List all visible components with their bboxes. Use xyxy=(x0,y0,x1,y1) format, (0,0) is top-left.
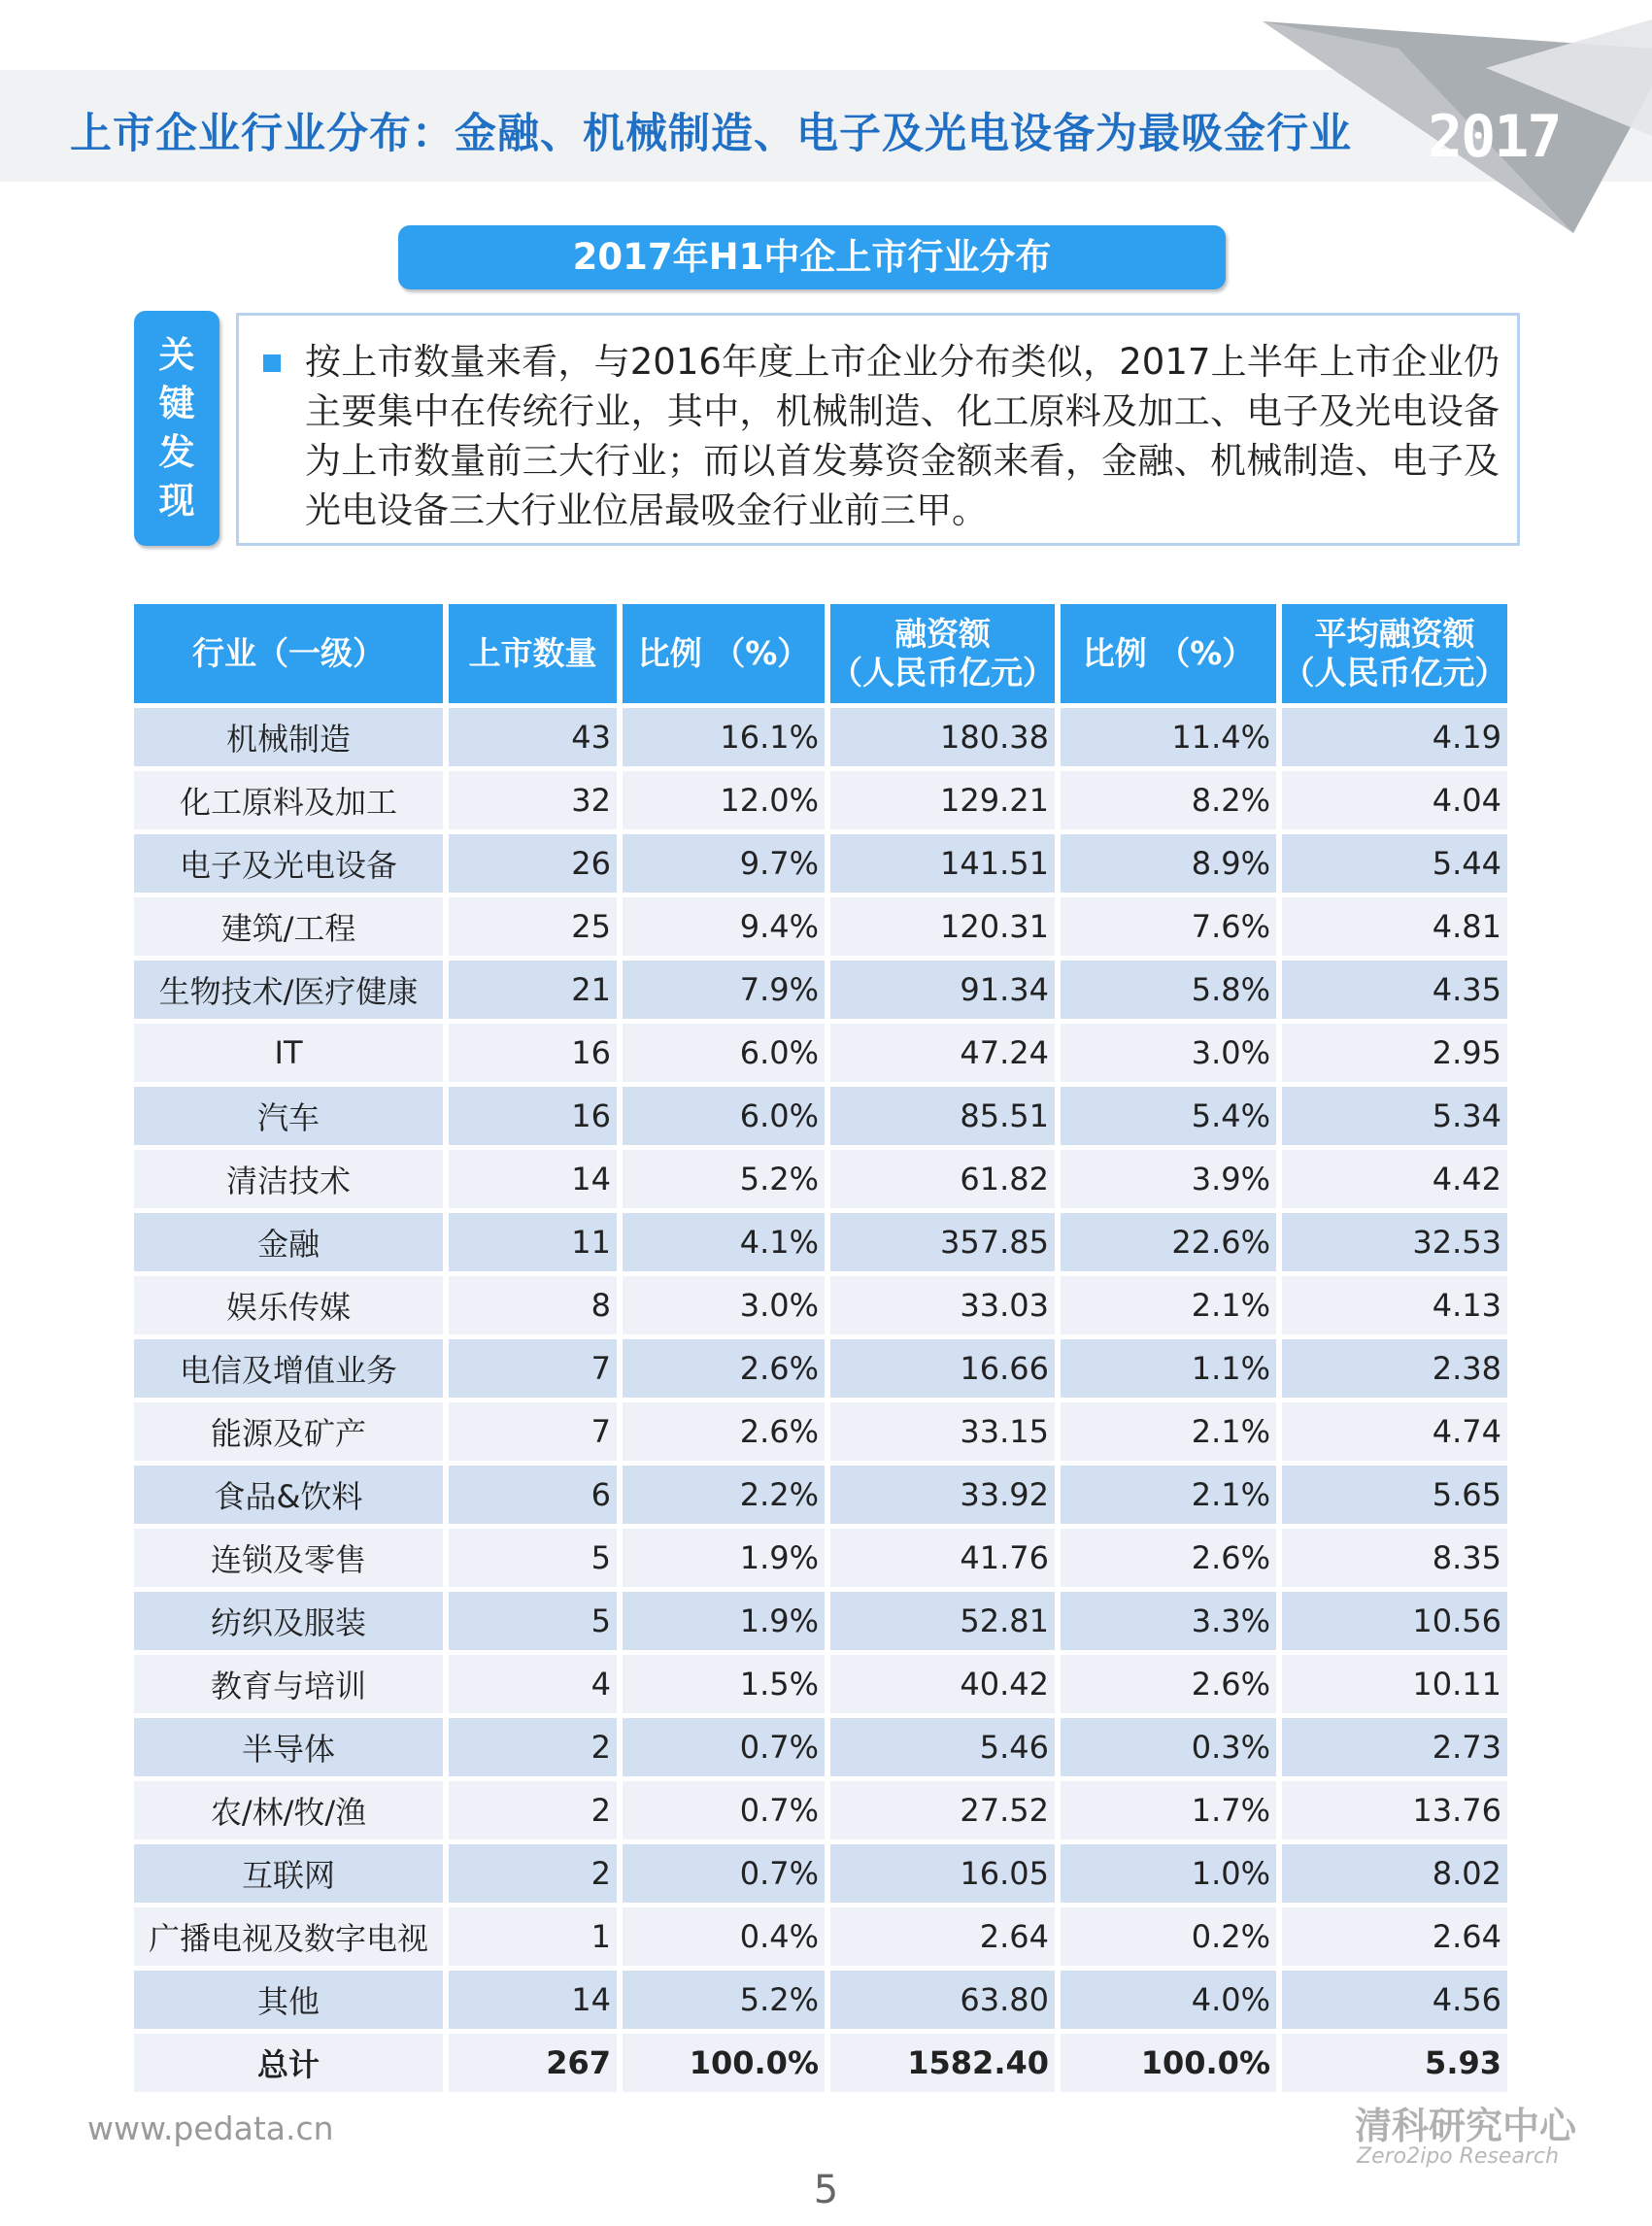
table-cell: 129.21 xyxy=(830,771,1055,829)
footer-url: www.pedata.cn xyxy=(87,2109,334,2147)
table-total-row xyxy=(134,2034,1507,2092)
table-cell: 5 xyxy=(449,1592,617,1650)
table-cell: 教育与培训 xyxy=(134,1655,443,1713)
table-cell: IT xyxy=(134,1024,443,1082)
table-cell: 2.6% xyxy=(623,1402,825,1461)
page-title: 上市企业行业分布：金融、机械制造、电子及光电设备为最吸金行业 xyxy=(70,110,1352,158)
table-cell: 8.35 xyxy=(1282,1529,1507,1587)
col-header-avg-amount: 平均融资额 （人民币亿元） xyxy=(1282,604,1507,703)
table-cell: 33.03 xyxy=(830,1276,1055,1334)
table-cell: 11 xyxy=(449,1213,617,1271)
table-cell: 5.46 xyxy=(830,1718,1055,1776)
table-row xyxy=(134,1402,1507,1461)
table-cell: 2 xyxy=(449,1781,617,1839)
total-cell: 100.0% xyxy=(1061,2034,1276,2092)
table-row xyxy=(134,708,1507,766)
table-cell: 180.38 xyxy=(830,708,1055,766)
table-cell: 0.7% xyxy=(623,1718,825,1776)
total-cell: 100.0% xyxy=(623,2034,825,2092)
page-number: 5 xyxy=(813,2168,839,2212)
table-row xyxy=(134,1907,1507,1966)
table-cell: 85.51 xyxy=(830,1087,1055,1145)
table-cell: 0.3% xyxy=(1061,1718,1276,1776)
table-cell: 10.56 xyxy=(1282,1592,1507,1650)
table-cell: 16 xyxy=(449,1087,617,1145)
table-row xyxy=(134,1529,1507,1587)
key-findings-char: 键 xyxy=(158,383,195,424)
col-header-count: 上市数量 xyxy=(449,604,617,703)
table-row xyxy=(134,1592,1507,1650)
table-cell: 化工原料及加工 xyxy=(134,771,443,829)
table-cell: 4.13 xyxy=(1282,1276,1507,1334)
table-row xyxy=(134,1087,1507,1145)
table-cell: 电子及光电设备 xyxy=(134,834,443,893)
table-cell: 其他 xyxy=(134,1971,443,2029)
table-cell: 52.81 xyxy=(830,1592,1055,1650)
table-cell: 47.24 xyxy=(830,1024,1055,1082)
table-cell: 2.1% xyxy=(1061,1466,1276,1524)
table-cell: 2.2% xyxy=(623,1466,825,1524)
table-row xyxy=(134,897,1507,956)
year-label: 2017 xyxy=(1428,103,1561,171)
table-cell: 22.6% xyxy=(1061,1213,1276,1271)
table-cell: 0.2% xyxy=(1061,1907,1276,1966)
table-cell: 食品&饮料 xyxy=(134,1466,443,1524)
industry-distribution-table xyxy=(128,599,1513,2097)
table-cell: 0.7% xyxy=(623,1844,825,1903)
table-cell: 7.9% xyxy=(623,961,825,1019)
table-cell: 1.1% xyxy=(1061,1339,1276,1398)
col-header-amount: 融资额 （人民币亿元） xyxy=(830,604,1055,703)
table-cell: 13.76 xyxy=(1282,1781,1507,1839)
table-cell: 3.9% xyxy=(1061,1150,1276,1208)
table-cell: 4.56 xyxy=(1282,1971,1507,2029)
table-row xyxy=(134,771,1507,829)
table-cell: 4.0% xyxy=(1061,1971,1276,2029)
table-cell: 生物技术/医疗健康 xyxy=(134,961,443,1019)
logo-en-text: Zero2ipo Research xyxy=(1357,2144,1560,2169)
key-findings-text: 按上市数量来看，与2016年度上市企业分布类似，2017上半年上市企业仍主要集中在传统行业，其中，机械制造、化工原料及加工、电子及光电设备为上市数量前三大行业；而以首发募资金额来看，金融、机械制造、电子及光电设备三大行业位居最吸金行业前三甲。 xyxy=(305,341,1500,531)
table-cell: 16 xyxy=(449,1024,617,1082)
table-cell: 半导体 xyxy=(134,1718,443,1776)
table-cell: 8.02 xyxy=(1282,1844,1507,1903)
table-cell: 4.1% xyxy=(623,1213,825,1271)
table-cell: 5.44 xyxy=(1282,834,1507,893)
table-row xyxy=(134,1844,1507,1903)
total-cell: 1582.40 xyxy=(830,2034,1055,2092)
table-cell: 16.66 xyxy=(830,1339,1055,1398)
table-cell: 43 xyxy=(449,708,617,766)
logo-cn-text: 清科研究中心 xyxy=(1355,2105,1577,2147)
table-cell: 能源及矿产 xyxy=(134,1402,443,1461)
table-cell: 63.80 xyxy=(830,1971,1055,2029)
key-findings-char: 发 xyxy=(158,431,195,473)
table-cell: 2.1% xyxy=(1061,1276,1276,1334)
table-cell: 0.7% xyxy=(623,1781,825,1839)
table-row xyxy=(134,1655,1507,1713)
table-cell: 14 xyxy=(449,1150,617,1208)
table-cell: 2.64 xyxy=(830,1907,1055,1966)
table-cell: 互联网 xyxy=(134,1844,443,1903)
table-cell: 建筑/工程 xyxy=(134,897,443,956)
table-cell: 广播电视及数字电视 xyxy=(134,1907,443,1966)
table-cell: 4.42 xyxy=(1282,1150,1507,1208)
table-cell: 2.64 xyxy=(1282,1907,1507,1966)
table-cell: 6 xyxy=(449,1466,617,1524)
total-cell: 5.93 xyxy=(1282,2034,1507,2092)
zero2ipo-logo xyxy=(1355,2096,1578,2174)
col-header-industry: 行业（一级） xyxy=(134,604,443,703)
table-cell: 8.2% xyxy=(1061,771,1276,829)
table-cell: 4.74 xyxy=(1282,1402,1507,1461)
table-cell: 2 xyxy=(449,1718,617,1776)
table-cell: 7 xyxy=(449,1402,617,1461)
table-cell: 5.2% xyxy=(623,1971,825,2029)
table-cell: 0.4% xyxy=(623,1907,825,1966)
table-cell: 141.51 xyxy=(830,834,1055,893)
table-row xyxy=(134,1971,1507,2029)
table-cell: 1.0% xyxy=(1061,1844,1276,1903)
col-header-count-ratio: 比例 （%） xyxy=(623,604,825,703)
table-cell: 3.0% xyxy=(623,1276,825,1334)
table-cell: 25 xyxy=(449,897,617,956)
table-cell: 汽车 xyxy=(134,1087,443,1145)
table-row xyxy=(134,1213,1507,1271)
section-title: 2017年H1中企上市行业分布 xyxy=(398,225,1226,289)
table-cell: 16.05 xyxy=(830,1844,1055,1903)
table-cell: 2.73 xyxy=(1282,1718,1507,1776)
table-row xyxy=(134,1276,1507,1334)
total-cell: 总计 xyxy=(134,2034,443,2092)
table-cell: 40.42 xyxy=(830,1655,1055,1713)
table-cell: 5 xyxy=(449,1529,617,1587)
table-cell: 32 xyxy=(449,771,617,829)
bullet-square-icon xyxy=(263,354,281,372)
table-cell: 21 xyxy=(449,961,617,1019)
table-cell: 4.35 xyxy=(1282,961,1507,1019)
table-cell: 26 xyxy=(449,834,617,893)
total-cell: 267 xyxy=(449,2034,617,2092)
table-cell: 10.11 xyxy=(1282,1655,1507,1713)
table-cell: 41.76 xyxy=(830,1529,1055,1587)
table-cell: 2.6% xyxy=(623,1339,825,1398)
table-cell: 1.9% xyxy=(623,1592,825,1650)
table-cell: 2.95 xyxy=(1282,1024,1507,1082)
table-cell: 4.81 xyxy=(1282,897,1507,956)
table-cell: 61.82 xyxy=(830,1150,1055,1208)
table-cell: 16.1% xyxy=(623,708,825,766)
table-cell: 12.0% xyxy=(623,771,825,829)
table-cell: 6.0% xyxy=(623,1087,825,1145)
table-cell: 农/林/牧/渔 xyxy=(134,1781,443,1839)
table-cell: 机械制造 xyxy=(134,708,443,766)
table-cell: 9.4% xyxy=(623,897,825,956)
table-cell: 2.6% xyxy=(1061,1529,1276,1587)
table-row xyxy=(134,1150,1507,1208)
table-cell: 3.0% xyxy=(1061,1024,1276,1082)
table-cell: 4 xyxy=(449,1655,617,1713)
table-cell: 27.52 xyxy=(830,1781,1055,1839)
table-cell: 1.5% xyxy=(623,1655,825,1713)
table-cell: 14 xyxy=(449,1971,617,2029)
table-cell: 120.31 xyxy=(830,897,1055,956)
table-cell: 电信及增值业务 xyxy=(134,1339,443,1398)
table-body xyxy=(134,708,1507,2092)
key-findings-label xyxy=(134,311,219,546)
key-findings-char: 现 xyxy=(158,480,195,522)
table-cell: 5.4% xyxy=(1061,1087,1276,1145)
table-cell: 2.1% xyxy=(1061,1402,1276,1461)
table-cell: 91.34 xyxy=(830,961,1055,1019)
table-cell: 2.38 xyxy=(1282,1339,1507,1398)
table-row xyxy=(134,1466,1507,1524)
table-cell: 1.9% xyxy=(623,1529,825,1587)
table-cell: 2.6% xyxy=(1061,1655,1276,1713)
table-cell: 7.6% xyxy=(1061,897,1276,956)
table-row xyxy=(134,834,1507,893)
table-cell: 纺织及服装 xyxy=(134,1592,443,1650)
key-findings-char: 关 xyxy=(158,334,195,376)
table-cell: 11.4% xyxy=(1061,708,1276,766)
key-findings-box xyxy=(236,313,1520,546)
table-cell: 33.15 xyxy=(830,1402,1055,1461)
table-row xyxy=(134,1718,1507,1776)
table-cell: 5.65 xyxy=(1282,1466,1507,1524)
table-cell: 5.34 xyxy=(1282,1087,1507,1145)
table-cell: 金融 xyxy=(134,1213,443,1271)
table-cell: 连锁及零售 xyxy=(134,1529,443,1587)
table-cell: 3.3% xyxy=(1061,1592,1276,1650)
table-cell: 1.7% xyxy=(1061,1781,1276,1839)
table-cell: 4.19 xyxy=(1282,708,1507,766)
table-cell: 6.0% xyxy=(623,1024,825,1082)
table-cell: 32.53 xyxy=(1282,1213,1507,1271)
col-header-amount-ratio: 比例 （%） xyxy=(1061,604,1276,703)
table-header-row xyxy=(134,604,1507,703)
table-row xyxy=(134,1339,1507,1398)
table-row xyxy=(134,1024,1507,1082)
table-cell: 5.8% xyxy=(1061,961,1276,1019)
table-cell: 9.7% xyxy=(623,834,825,893)
table-cell: 5.2% xyxy=(623,1150,825,1208)
table-cell: 8 xyxy=(449,1276,617,1334)
table-cell: 4.04 xyxy=(1282,771,1507,829)
table-cell: 357.85 xyxy=(830,1213,1055,1271)
table-row xyxy=(134,1781,1507,1839)
table-cell: 娱乐传媒 xyxy=(134,1276,443,1334)
table-cell: 2 xyxy=(449,1844,617,1903)
table-cell: 1 xyxy=(449,1907,617,1966)
table-cell: 33.92 xyxy=(830,1466,1055,1524)
table-cell: 7 xyxy=(449,1339,617,1398)
table-cell: 8.9% xyxy=(1061,834,1276,893)
table-row xyxy=(134,961,1507,1019)
table-cell: 清洁技术 xyxy=(134,1150,443,1208)
